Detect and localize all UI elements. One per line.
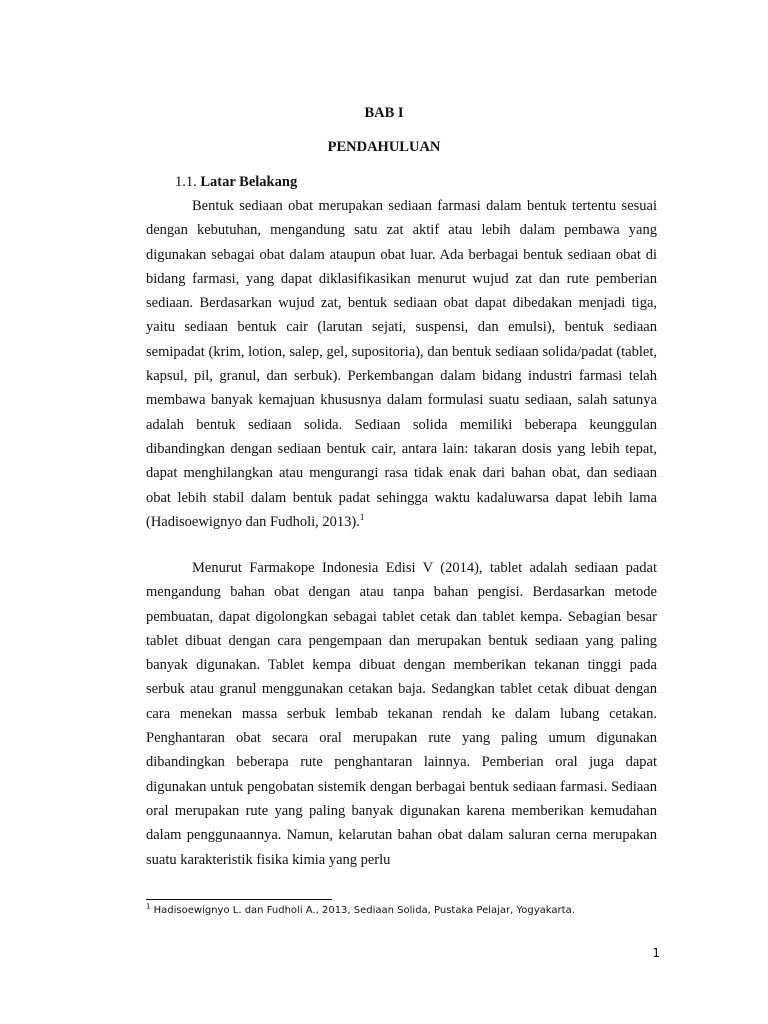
paragraph-2 <box>146 556 657 872</box>
chapter-title: PENDAHULUAN <box>327 139 441 155</box>
footnote <box>146 902 706 916</box>
section-title: Latar Belakang <box>200 174 298 190</box>
paragraph-2-text: Menurut Farmakope Indonesia Edisi V (2014), tablet adalah sediaan padat mengandung bahan obat dengan atau tanpa bahan pengisi. Berdasarkan metode pembuatan, dapat digolongkan sebagai tablet cetak dan tablet kempa. Sebagian besar tablet dibuat dengan cara pengempaan dan merupakan bentuk sediaan yang paling banyak digunakan. Tablet kempa dibuat dengan memberikan tekanan tinggi pada serbuk atau granul menggunakan cetakan baja. Sedangkan tablet cetak dibuat dengan cara menekan massa serbuk lembab tekanan rendah ke dalam lubang cetakan. Penghantaran obat secara oral merupakan rute yang paling umum digunakan dibandingkan beberapa rute penghantaran lainnya. Pemberian oral juga dapat digunakan untuk pengobatan sistemik dengan berbagai bentuk sediaan farmasi. Sediaan oral merupakan rute yang paling banyak digunakan karena memberikan kemudahan dalam penggunaannya. Namun, kelarutan bahan obat dalam saluran cerna merupakan suatu karakteristik fisika kimia yang perlu <box>146 560 657 868</box>
section-number: 1.1. <box>175 174 197 190</box>
paragraph-1-text: Bentuk sediaan obat merupakan sediaan farmasi dalam bentuk tertentu sesuai dengan kebutuhan, mengandung satu zat aktif atau lebih dalam pembawa yang digunakan sebagai obat dalam ataupun obat luar. Ada berbagai bentuk sediaan obat di bidang farmasi, yang dapat diklasifikasikan menurut wujud zat dan rute pemberian sediaan. Berdasarkan wujud zat, bentuk sediaan obat dapat dibedakan menjadi tiga, yaitu sediaan bentuk cair (larutan sejati, suspensi, dan emulsi), bentuk sediaan semipadat (krim, lotion, salep, gel, supositoria), dan bentuk sediaan solida/padat (tablet, kapsul, pil, granul, dan serbuk). Perkembangan dalam bidang industri farmasi telah membawa banyak kemajuan khususnya dalam formulasi suatu sediaan, salah satunya adalah bentuk sediaan solida. Sediaan solida memiliki beberapa keunggulan dibandingkan dengan sediaan bentuk cair, antara lain: takaran dosis yang lebih tepat, dapat menghilangkan atau mengurangi rasa tidak enak dari bahan obat, dan sediaan obat lebih stabil dalam bentuk padat sehingga waktu kadaluwarsa dapat lebih lama (Hadisoewignyo dan Fudholi, 2013). <box>146 198 657 530</box>
footnote-text: Hadisoewignyo L. dan Fudholi A., 2013, Sediaan Solida, Pustaka Pelajar, Yogyakarta. <box>153 905 575 916</box>
section-heading <box>175 174 297 191</box>
footnote-marker: 1 <box>146 902 151 911</box>
paragraph-1 <box>146 194 657 534</box>
page-number: 1 <box>652 946 660 960</box>
footnote-separator <box>146 899 332 900</box>
footnote-reference: 1 <box>359 512 365 523</box>
chapter-heading: BAB I <box>364 105 404 121</box>
